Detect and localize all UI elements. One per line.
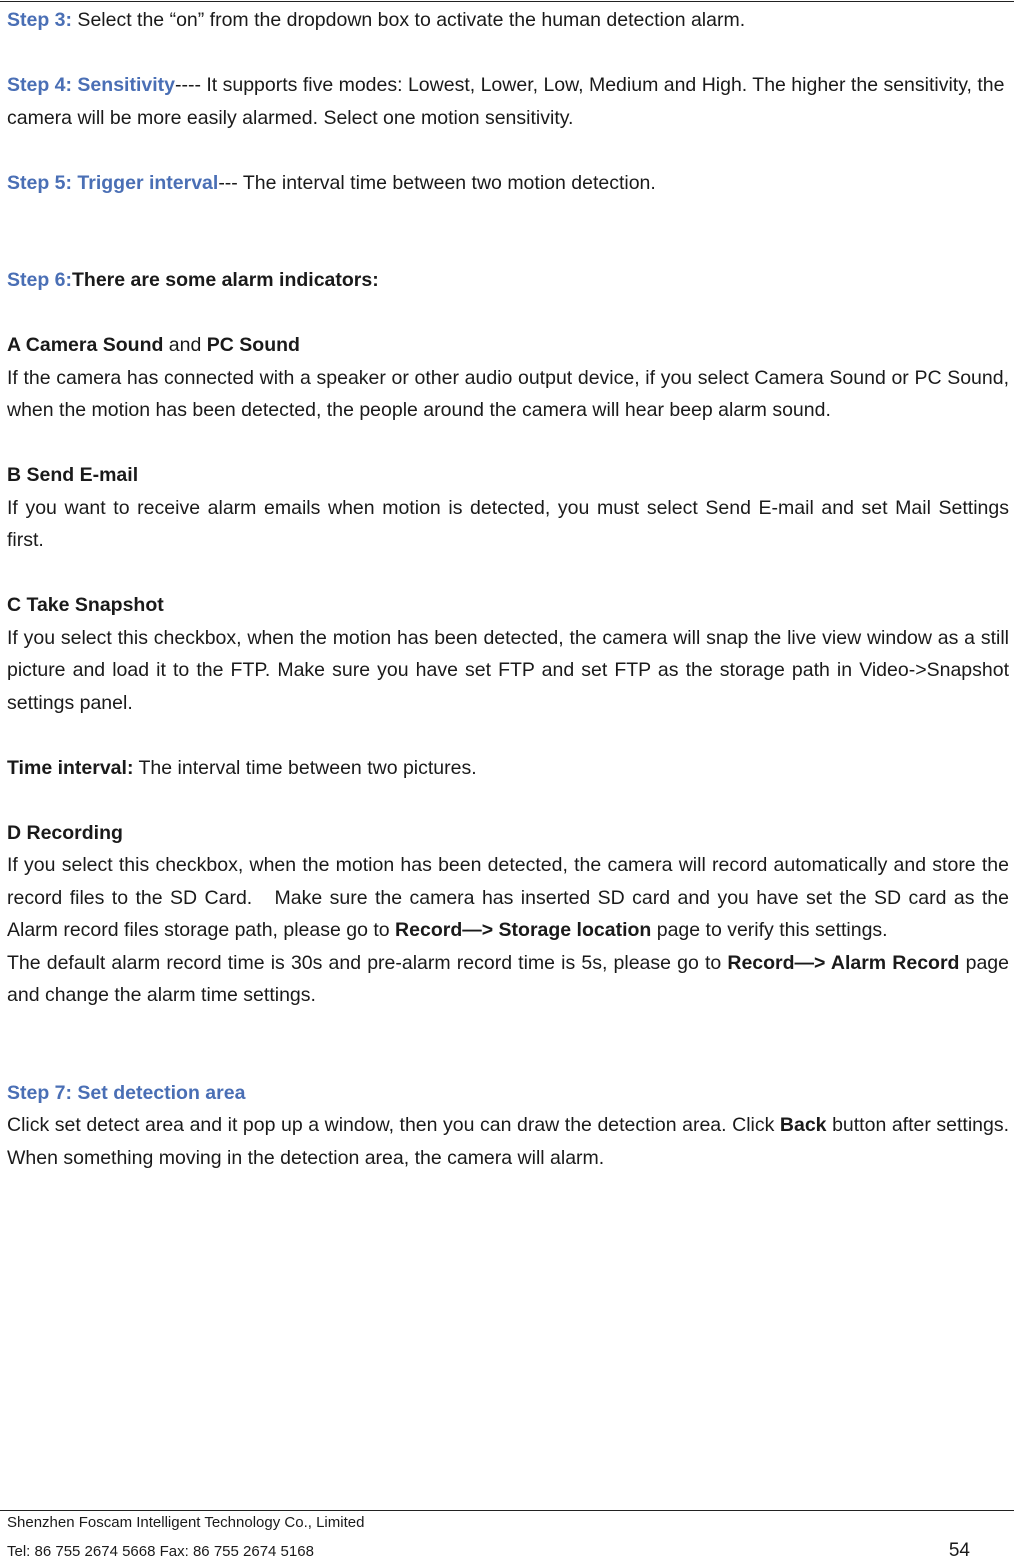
section-a-body: If the camera has connected with a speaker or other audio output device, if you select Camera Sound or PC Sound, when the motion has been detected, the people around the camera will hear beep alarm sound. — [7, 366, 1009, 421]
section-d-text-1-end: page to verify this settings. — [651, 919, 888, 941]
section-c-body: If you select this checkbox, when the motion has been detected, the camera will snap the live view window as a still picture and load it to the FTP. Make sure you have set FTP and set FTP as the storage path in Video->Snapshot settings panel. — [7, 626, 1009, 714]
back-button-name: Back — [779, 1114, 827, 1136]
section-d-text-2-end: page and change the alarm time settings. — [7, 951, 1009, 1006]
page-number: 54 — [948, 1540, 970, 1561]
step-4-label: Step 4: Sensitivity — [7, 74, 175, 96]
footer-contact: Tel: 86 755 2674 5668 Fax: 86 755 2674 5168 — [7, 1543, 314, 1560]
pc-sound-title: PC Sound — [206, 334, 300, 356]
step-5-label: Step 5: Trigger interval — [7, 171, 219, 194]
camera-sound-title: A Camera Sound — [7, 334, 164, 356]
alarm-record-path: Record—> Alarm Record — [727, 951, 960, 974]
time-interval-paragraph — [7, 752, 1009, 785]
step-3-text: Select the “on” from the dropdown box to activate the human detection alarm. — [72, 9, 746, 31]
section-d-title: D Recording — [7, 821, 123, 844]
section-c-title: C Take Snapshot — [7, 594, 164, 616]
step-5-paragraph — [7, 167, 1009, 200]
step-4-paragraph — [7, 69, 1009, 134]
section-d-body-2 — [7, 947, 1009, 1012]
step-3-label: Step 3: — [7, 9, 73, 31]
step-7-label: Step 7: Set detection area — [7, 1081, 246, 1104]
section-d-text-1: If you select this checkbox, when the motion has been detected, the camera will record automatically and store the record files to the SD Card. Make sure the camera has inserted SD card and you have set the SD card as the Alarm record files storage path, please go to — [7, 854, 1009, 941]
time-interval-text: The interval time between two pictures. — [133, 756, 477, 779]
footer-company: Shenzhen Foscam Intelligent Technology Co., Limited — [7, 1514, 365, 1531]
footer — [7, 1513, 364, 1561]
time-interval-label: Time interval: — [7, 756, 134, 779]
section-b-title: B Send E-mail — [7, 464, 139, 486]
step-6-label: Step 6: — [7, 269, 73, 291]
step-7-body — [7, 1109, 1009, 1174]
section-b-body: If you want to receive alarm emails when motion is detected, you must select Send E-mail and set Mail Settings first. — [7, 496, 1009, 551]
step-5-text: --- The interval time between two motion detection. — [218, 171, 656, 194]
step-7-text: Click set detect area and it pop up a window, then you can draw the detection area. Click — [7, 1114, 780, 1136]
section-d-body-1 — [7, 849, 1009, 947]
step-6-paragraph — [7, 264, 1009, 297]
storage-location-path: Record—> Storage location — [395, 919, 652, 941]
top-rule — [0, 1, 1014, 2]
step-7-text-end: button after settings. When something moving in the detection area, the camera will alarm. — [7, 1114, 1010, 1169]
page-body — [7, 4, 1009, 1174]
and-text: and — [163, 334, 207, 356]
step-4-text: ---- It supports five modes: Lowest, Lower, Low, Medium and High. The higher the sensitivity, the camera will be more easily alarmed. Select one motion sensitivity. — [7, 74, 1005, 129]
section-d-text-2: The default alarm record time is 30s and pre-alarm record time is 5s, please go to — [7, 951, 728, 974]
step-6-heading: There are some alarm indicators: — [72, 269, 379, 291]
footer-rule — [0, 1510, 1014, 1511]
section-a-title — [7, 329, 1009, 362]
step-3-paragraph — [7, 4, 1009, 37]
